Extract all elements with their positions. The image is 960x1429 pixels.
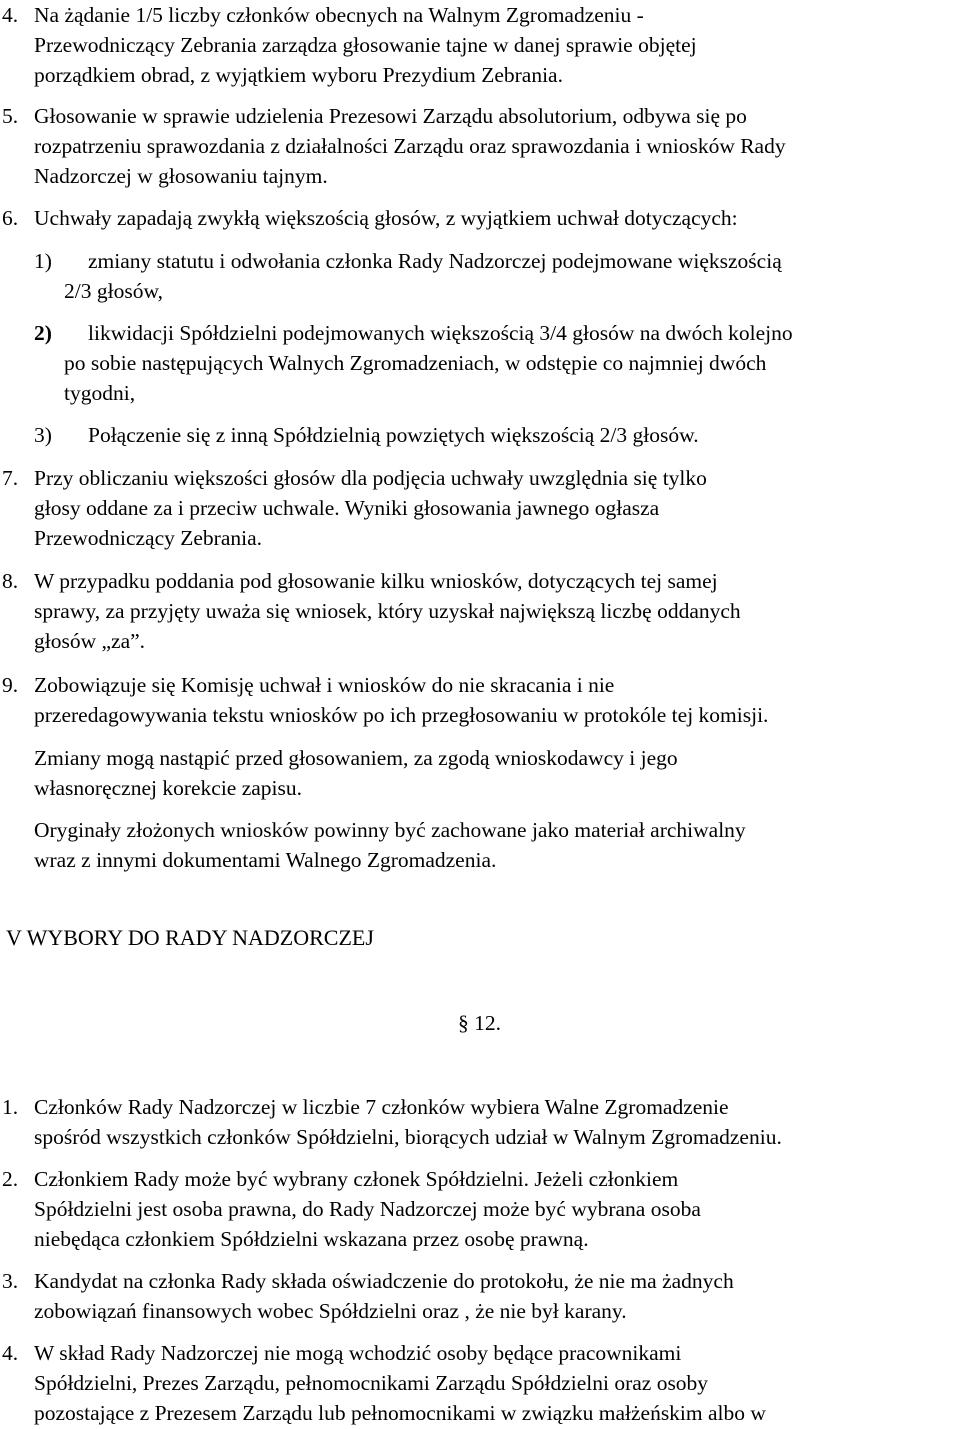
sub-list-item — [34, 246, 942, 306]
item-number: 1. — [2, 1095, 19, 1119]
list-item — [2, 463, 942, 553]
sub-list-item — [34, 318, 942, 408]
sub-item-number: 2) — [34, 321, 52, 345]
list-item — [2, 670, 942, 730]
item-line: spośród wszystkich członków Spółdzielni, biorących udział w Walnym Zgromadzeniu. — [34, 1125, 782, 1149]
item-line: zobowiązań finansowych wobec Spółdzielni oraz , że nie był karany. — [34, 1299, 627, 1323]
item-number: 6. — [2, 206, 19, 230]
item-line: Nadzorczej w głosowaniu tajnym. — [34, 164, 328, 188]
sub-item-number: 3) — [34, 423, 52, 447]
section-paragraph-mark: § 12. — [458, 1011, 501, 1035]
item-line: głosy oddane za i przeciw uchwale. Wyniki głosowania jawnego ogłasza — [34, 496, 660, 520]
paragraph — [34, 815, 942, 875]
item-line: pozostające z Prezesem Zarządu lub pełnomocnikami w związku małżeńskim albo w — [34, 1401, 766, 1425]
item-line: Na żądanie 1/5 liczby członków obecnych na Walnym Zgromadzeniu - — [34, 3, 644, 27]
item-number: 7. — [2, 466, 19, 490]
list-item — [2, 0, 942, 90]
item-line: niebędąca członkiem Spółdzielni wskazana przez osobę prawną. — [34, 1227, 589, 1251]
list-item — [2, 203, 942, 233]
item-line: Głosowanie w sprawie udzielenia Prezesowi Zarządu absolutorium, odbywa się po — [34, 104, 747, 128]
paragraph-line: wraz z innymi dokumentami Walnego Zgromadzenia. — [34, 848, 497, 872]
list-item — [2, 1164, 942, 1254]
item-line: Członków Rady Nadzorczej w liczbie 7 członków wybiera Walne Zgromadzenie — [34, 1095, 729, 1119]
item-line: sprawy, za przyjęty uważa się wniosek, który uzyskał największą liczbę oddanych — [34, 599, 741, 623]
item-line: Kandydat na członka Rady składa oświadczenie do protokołu, że nie ma żadnych — [34, 1269, 734, 1293]
item-line: Przewodniczący Zebrania. — [34, 526, 263, 550]
paragraph-line: Oryginały złożonych wniosków powinny być zachowane jako materiał archiwalny — [34, 818, 746, 842]
item-line: Zobowiązuje się Komisję uchwał i wniosków do nie skracania i nie — [34, 673, 615, 697]
item-number: 4. — [2, 3, 19, 27]
item-number: 9. — [2, 673, 19, 697]
item-number: 8. — [2, 569, 19, 593]
sub-list-item — [34, 420, 942, 450]
item-line: zmiany statutu i odwołania członka Rady Nadzorczej podejmowane większością — [88, 249, 782, 273]
item-line: Spółdzielni jest osoba prawna, do Rady Nadzorczej może być wybrana osoba — [34, 1197, 701, 1221]
item-number: 3. — [2, 1269, 19, 1293]
item-line: Członkiem Rady może być wybrany członek Spółdzielni. Jeżeli członkiem — [34, 1167, 679, 1191]
paragraph — [34, 743, 942, 803]
item-line: likwidacji Spółdzielni podejmowanych większością 3/4 głosów na dwóch kolejno — [88, 321, 793, 345]
list-item — [2, 1266, 942, 1326]
paragraph-line: Zmiany mogą nastąpić przed głosowaniem, za zgodą wnioskodawcy i jego — [34, 746, 678, 770]
list-item — [2, 1092, 942, 1152]
list-item — [2, 1338, 942, 1428]
item-line: po sobie następujących Walnych Zgromadzeniach, w odstępie co najmniej dwóch — [64, 351, 767, 375]
list-item — [2, 566, 942, 656]
item-line: Połączenie się z inną Spółdzielnią powziętych większością 2/3 głosów. — [88, 423, 699, 447]
section-heading: V WYBORY DO RADY NADZORCZEJ — [6, 925, 374, 950]
item-line: W przypadku poddania pod głosowanie kilku wniosków, dotyczących tej samej — [34, 569, 718, 593]
item-number: 4. — [2, 1341, 19, 1365]
item-line: Uchwały zapadają zwykłą większością głosów, z wyjątkiem uchwał dotyczących: — [34, 206, 738, 230]
item-number: 5. — [2, 104, 19, 128]
item-line: przeredagowywania tekstu wniosków po ich przegłosowaniu w protokóle tej komisji. — [34, 703, 769, 727]
item-line: głosów „za”. — [34, 629, 146, 653]
item-line: porządkiem obrad, z wyjątkiem wyboru Prezydium Zebrania. — [34, 63, 563, 87]
item-line: Spółdzielni, Prezes Zarządu, pełnomocnikami Zarządu Spółdzielni oraz osoby — [34, 1371, 709, 1395]
item-line: W skład Rady Nadzorczej nie mogą wchodzić osoby będące pracownikami — [34, 1341, 682, 1365]
item-line: 2/3 głosów, — [64, 279, 163, 303]
sub-item-number: 1) — [34, 249, 52, 273]
list-item — [2, 101, 942, 191]
item-line: rozpatrzeniu sprawozdania z działalności Zarządu oraz sprawozdania i wniosków Rady — [34, 134, 786, 158]
item-number: 2. — [2, 1167, 19, 1191]
item-line: Przewodniczący Zebrania zarządza głosowanie tajne w danej sprawie objętej — [34, 33, 697, 57]
paragraph-line: własnoręcznej korekcie zapisu. — [34, 776, 303, 800]
item-line: Przy obliczaniu większości głosów dla podjęcia uchwały uwzględnia się tylko — [34, 466, 707, 490]
item-line: tygodni, — [64, 381, 136, 405]
